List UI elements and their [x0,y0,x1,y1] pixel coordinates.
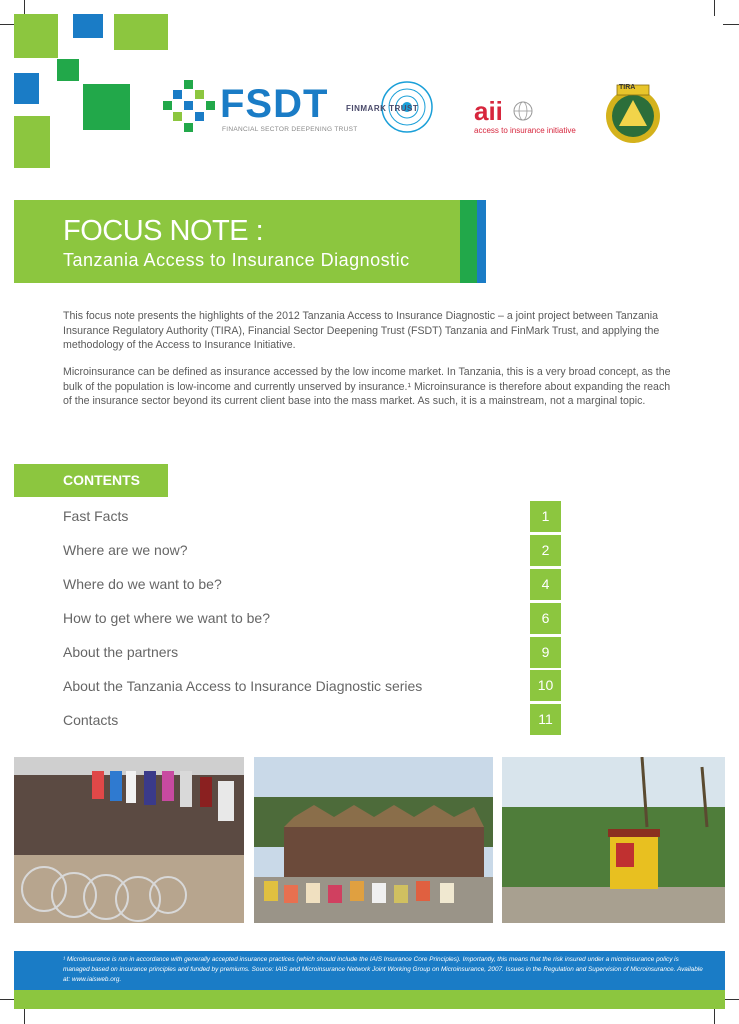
decor-square [57,59,79,81]
toc-page-number[interactable]: 1 [530,501,561,532]
banner-stripe [460,200,477,283]
toc-page-number[interactable]: 9 [530,637,561,668]
contents-heading: CONTENTS [63,472,140,488]
decor-square [73,14,103,38]
banner-stripe [477,200,486,283]
aii-wordmark: aii [474,96,503,126]
bottom-band [14,990,725,1009]
toc-item-fast-facts[interactable]: Fast Facts [63,508,129,524]
crop-mark [24,1008,25,1024]
market-bicycles-photo [14,757,244,923]
toc-page-number[interactable]: 10 [530,670,561,701]
toc-item-where-do-we-want-to-be[interactable]: Where do we want to be? [63,576,222,592]
aii-globe-icon [512,100,534,122]
footnote-text: ¹ Microinsurance is run in accordance with generally accepted insurance practices (which should include the IAIS Insurance Core Principles). Importantly, this means that the risk insured under a microinsurance policy is managed based on insurance principles and funded by premiums. Source: IAIS and Microinsurance Network Joint Working Group on Microinsurance, 2007. Issues in the Regulation and Supervision of Microinsurance. Available at: www.iaisweb.org. [63,956,703,983]
crop-mark [723,999,739,1000]
roadside-kiosk-photo [502,757,725,923]
decor-square [14,73,39,104]
intro-paragraph: Microinsurance can be defined as insurance accessed by the low income market. In Tanzania, this is a very broad concept, as the bulk of the population is low-income and currently unserved by insurance.¹ Microinsurance is therefore about expanding the reach of the insurance sector beyond its current client base into the mass market. As such, it is a mainstream, not a marginal topic. [63,366,671,408]
finmark-wordmark: FINMARK TRUST [346,104,419,113]
decor-square [14,116,50,168]
page-title: FOCUS NOTE : [63,215,264,247]
decor-square [14,14,58,58]
tira-seal-icon [603,82,663,144]
market-stalls-photo [254,757,493,923]
toc-item-contacts[interactable]: Contacts [63,712,119,728]
fsdt-mark-icon [163,80,215,132]
toc-item-about-partners[interactable]: About the partners [63,644,179,660]
toc-item-how-to-get-there[interactable]: How to get where we want to be? [63,610,271,626]
toc-page-number[interactable]: 6 [530,603,561,634]
decor-square [83,84,130,130]
crop-mark [723,24,739,25]
toc-item-about-series[interactable]: About the Tanzania Access to Insurance Diagnostic series [63,678,423,694]
toc-page-number[interactable]: 11 [530,704,561,735]
intro-paragraph: This focus note presents the highlights of the 2012 Tanzania Access to Insurance Diagnostic – a joint project between Tanzania Insurance Regulatory Authority (TIRA), Financial Sector Deepening Trust (FSDT) Tanzania and FinMark Trust, and applying the methodology of the Access to Insurance Initiative. [63,310,660,352]
fsdt-tagline: FINANCIAL SECTOR DEEPENING TRUST [222,126,358,133]
toc-page-number[interactable]: 2 [530,535,561,566]
crop-mark [714,1008,715,1024]
fsdt-wordmark: FSDT [220,82,329,126]
decor-square [114,14,168,50]
tira-label: TIRA [619,84,636,91]
toc-page-number[interactable]: 4 [530,569,561,600]
toc-item-where-are-we-now[interactable]: Where are we now? [63,542,188,558]
page-subtitle: Tanzania Access to Insurance Diagnostic [63,250,410,270]
crop-mark [714,0,715,16]
aii-tagline: access to insurance initiative [474,126,576,135]
